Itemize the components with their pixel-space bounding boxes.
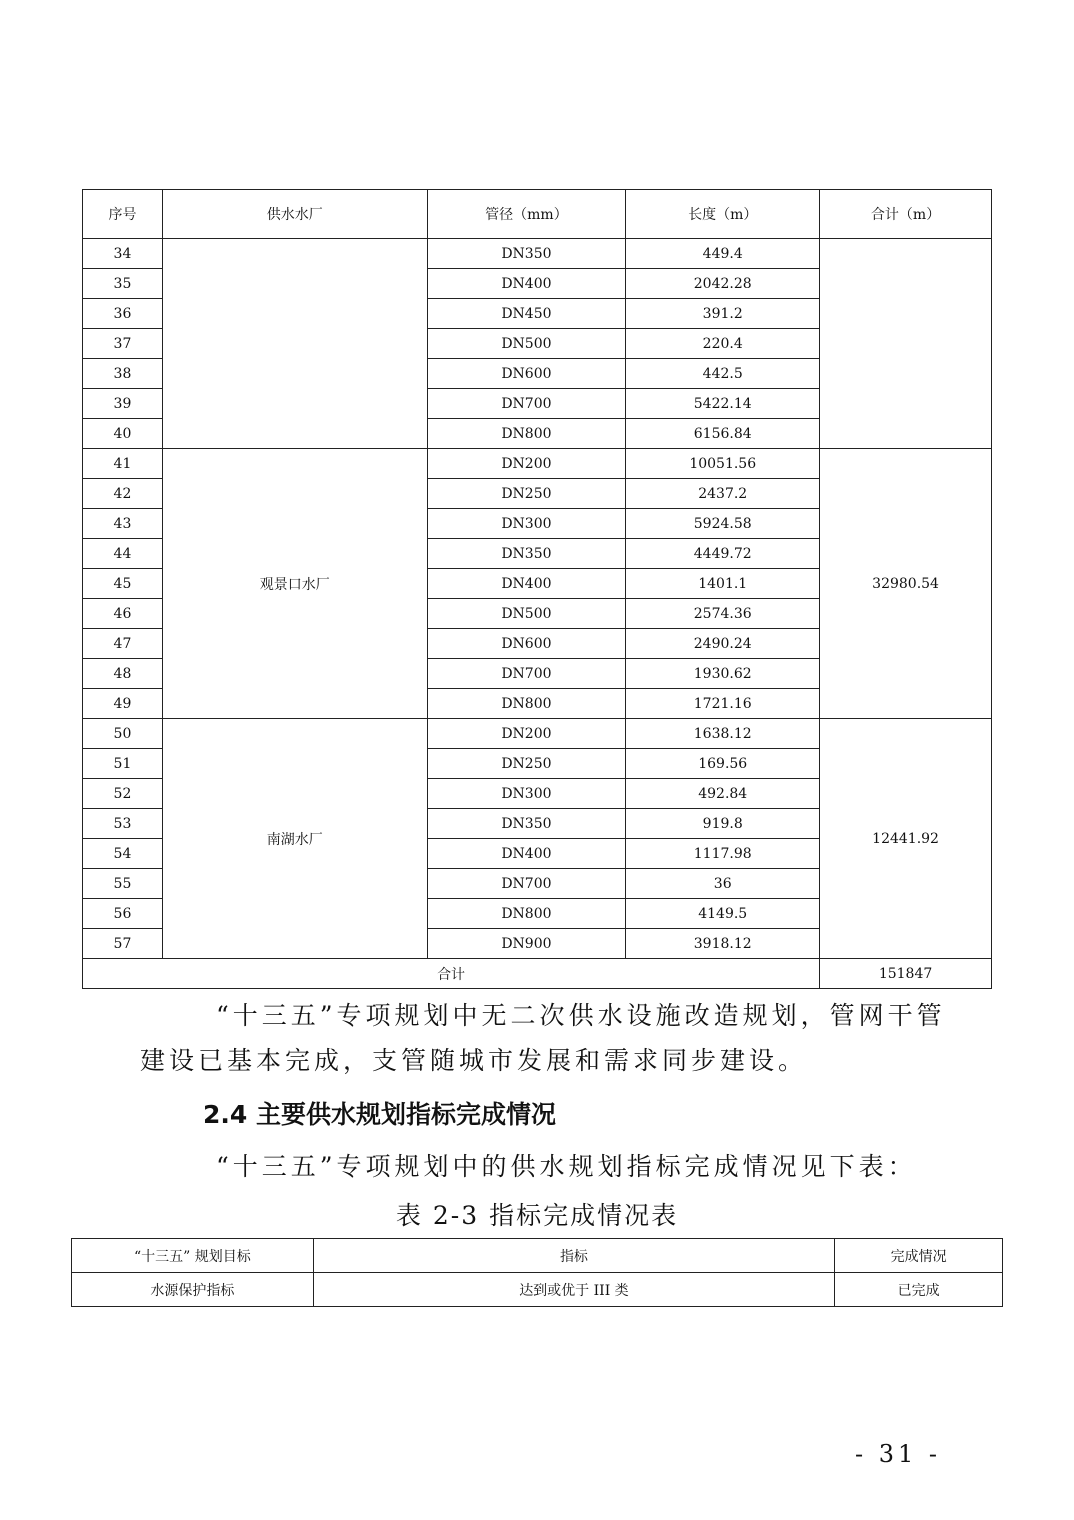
- cell-diameter: DN200: [427, 719, 626, 749]
- cell-no: 55: [83, 869, 163, 899]
- cell-diameter: DN400: [427, 569, 626, 599]
- cell-no: 51: [83, 749, 163, 779]
- cell-length: 2042.28: [626, 269, 820, 299]
- cell-no: 40: [83, 419, 163, 449]
- cell-plant: [162, 239, 427, 449]
- cell-length: 1930.62: [626, 659, 820, 689]
- section-heading: 2.4 主要供水规划指标完成情况: [203, 1100, 556, 1129]
- cell-no: 50: [83, 719, 163, 749]
- cell-no: 39: [83, 389, 163, 419]
- header-goal: “十三五” 规划目标: [72, 1239, 314, 1273]
- table-header-row: [83, 190, 992, 239]
- cell-diameter: DN700: [427, 389, 626, 419]
- cell-no: 34: [83, 239, 163, 269]
- cell-length: 220.4: [626, 329, 820, 359]
- header-no: 序号: [83, 190, 163, 239]
- cell-diameter: DN500: [427, 329, 626, 359]
- cell-length: 5422.14: [626, 389, 820, 419]
- cell-no: 49: [83, 689, 163, 719]
- cell-length: 442.5: [626, 359, 820, 389]
- cell-subtotal: 12441.92: [820, 719, 992, 959]
- header-subtotal: 合计（m）: [820, 190, 992, 239]
- cell-no: 36: [83, 299, 163, 329]
- cell-length: 1117.98: [626, 839, 820, 869]
- cell-no: 35: [83, 269, 163, 299]
- cell-diameter: DN900: [427, 929, 626, 959]
- cell-length: 919.8: [626, 809, 820, 839]
- cell-no: 43: [83, 509, 163, 539]
- cell-no: 53: [83, 809, 163, 839]
- total-label: 合计: [83, 959, 820, 989]
- cell-diameter: DN250: [427, 749, 626, 779]
- cell-length: 2490.24: [626, 629, 820, 659]
- table-row: [83, 719, 992, 749]
- cell-length: 6156.84: [626, 419, 820, 449]
- cell-diameter: DN400: [427, 839, 626, 869]
- cell-diameter: DN200: [427, 449, 626, 479]
- cell-no: 41: [83, 449, 163, 479]
- cell-length: 1721.16: [626, 689, 820, 719]
- table-row: [72, 1273, 1003, 1307]
- cell-diameter: DN700: [427, 869, 626, 899]
- table-body: [83, 239, 992, 959]
- cell-diameter: DN300: [427, 509, 626, 539]
- cell-no: 52: [83, 779, 163, 809]
- cell-diameter: DN300: [427, 779, 626, 809]
- cell-length: 2437.2: [626, 479, 820, 509]
- cell-diameter: DN600: [427, 629, 626, 659]
- table-header-row: [72, 1239, 1003, 1273]
- cell-length: 36: [626, 869, 820, 899]
- cell-length: 4449.72: [626, 539, 820, 569]
- header-diameter: 管径（mm）: [427, 190, 626, 239]
- cell-no: 44: [83, 539, 163, 569]
- cell-diameter: DN800: [427, 419, 626, 449]
- paragraph-index-intro: “十三五”专项规划中的供水规划指标完成情况见下表：: [216, 1152, 917, 1181]
- total-row: [83, 959, 992, 989]
- cell-length: 492.84: [626, 779, 820, 809]
- cell-length: 169.56: [626, 749, 820, 779]
- cell-length: 391.2: [626, 299, 820, 329]
- cell-length: 2574.36: [626, 599, 820, 629]
- cell-diameter: DN500: [427, 599, 626, 629]
- cell-no: 47: [83, 629, 163, 659]
- cell-no: 54: [83, 839, 163, 869]
- paragraph-secondary-supply: “十三五”专项规划中无二次供水设施改造规划，管网干管建设已基本完成，支管随城市发展和需求同步建设。: [140, 1001, 946, 1075]
- cell-no: 37: [83, 329, 163, 359]
- cell-diameter: DN250: [427, 479, 626, 509]
- cell-length: 3918.12: [626, 929, 820, 959]
- cell-length: 10051.56: [626, 449, 820, 479]
- cell-length: 5924.58: [626, 509, 820, 539]
- cell-no: 48: [83, 659, 163, 689]
- cell-index: 达到或优于 III 类: [313, 1273, 834, 1307]
- cell-length: 1638.12: [626, 719, 820, 749]
- cell-diameter: DN350: [427, 239, 626, 269]
- cell-plant: 南湖水厂: [162, 719, 427, 959]
- pipe-length-table: [82, 189, 992, 989]
- cell-no: 56: [83, 899, 163, 929]
- page-number: - 31 -: [855, 1440, 942, 1468]
- cell-no: 46: [83, 599, 163, 629]
- cell-no: 38: [83, 359, 163, 389]
- table-row: [83, 239, 992, 269]
- cell-diameter: DN400: [427, 269, 626, 299]
- cell-diameter: DN450: [427, 299, 626, 329]
- cell-subtotal: [820, 239, 992, 449]
- header-index: 指标: [313, 1239, 834, 1273]
- cell-diameter: DN600: [427, 359, 626, 389]
- cell-length: 1401.1: [626, 569, 820, 599]
- cell-diameter: DN350: [427, 809, 626, 839]
- cell-length: 449.4: [626, 239, 820, 269]
- total-value: 151847: [820, 959, 992, 989]
- header-plant: 供水水厂: [162, 190, 427, 239]
- cell-diameter: DN700: [427, 659, 626, 689]
- index-completion-table: [71, 1238, 1003, 1307]
- cell-goal: 水源保护指标: [72, 1273, 314, 1307]
- cell-diameter: DN800: [427, 899, 626, 929]
- cell-diameter: DN800: [427, 689, 626, 719]
- cell-diameter: DN350: [427, 539, 626, 569]
- cell-no: 57: [83, 929, 163, 959]
- cell-length: 4149.5: [626, 899, 820, 929]
- cell-status: 已完成: [835, 1273, 1003, 1307]
- cell-no: 42: [83, 479, 163, 509]
- cell-no: 45: [83, 569, 163, 599]
- header-status: 完成情况: [835, 1239, 1003, 1273]
- cell-plant: 观景口水厂: [162, 449, 427, 719]
- table-row: [83, 449, 992, 479]
- table-caption: 表 2-3 指标完成情况表: [395, 1201, 679, 1230]
- cell-subtotal: 32980.54: [820, 449, 992, 719]
- header-length: 长度（m）: [626, 190, 820, 239]
